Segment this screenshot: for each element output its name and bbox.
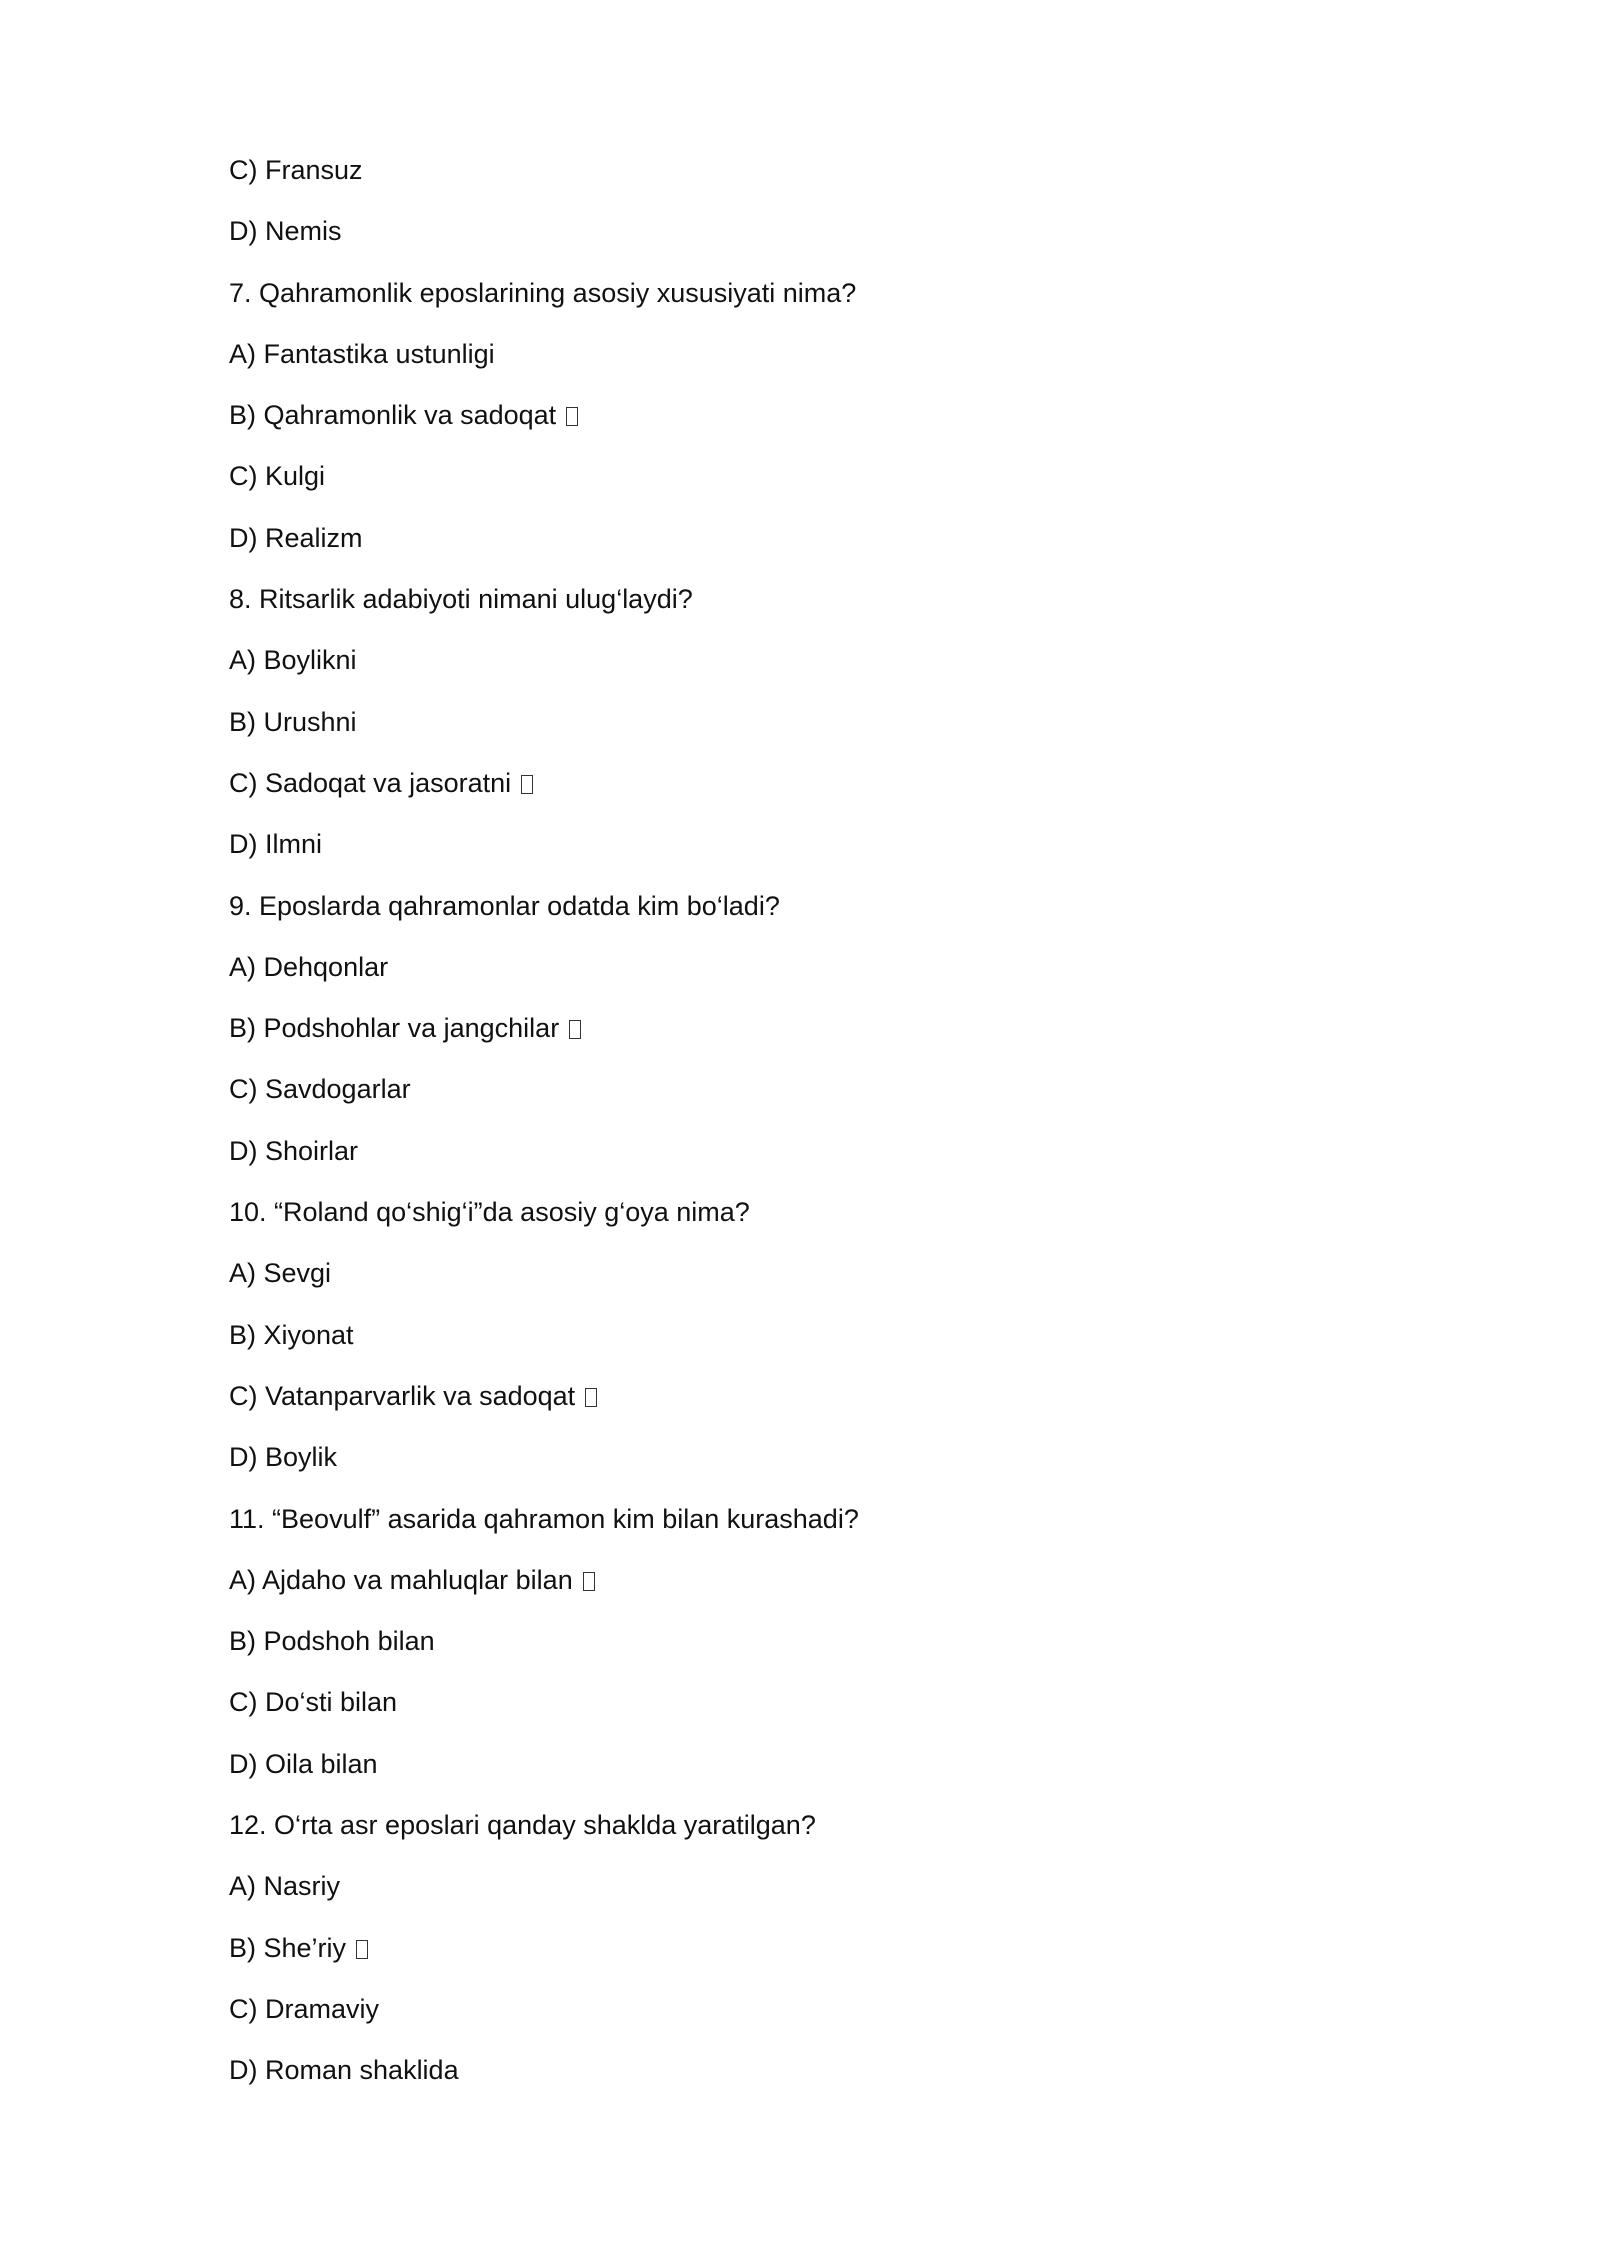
text-line — [229, 209, 1379, 270]
line-text: C) Dramaviy — [229, 1993, 380, 2024]
line-text: 7. Qahramonlik eposlarining asosiy xususiyati nima? — [229, 277, 857, 308]
missing-glyph-box-icon — [583, 1572, 595, 1591]
answer-option — [229, 1129, 1379, 1190]
answer-option — [229, 822, 1379, 883]
answer-option — [229, 332, 1379, 393]
line-text: D) Roman shaklida — [229, 2055, 459, 2086]
question-line — [229, 1803, 1379, 1864]
answer-option-correct — [229, 1926, 1379, 1987]
line-text: 9. Eposlarda qahramonlar odatda kim bo‘ladi? — [229, 890, 780, 921]
line-text: C) Do‘sti bilan — [229, 1687, 398, 1718]
line-text: D) Nemis — [229, 216, 342, 247]
answer-option-correct — [229, 1558, 1379, 1619]
line-text: A) Boylikni — [229, 645, 357, 676]
answer-option-correct — [229, 761, 1379, 822]
text-line — [229, 148, 1379, 209]
line-text: C) Sadoqat va jasoratni — [229, 767, 512, 798]
line-text: D) Oila bilan — [229, 1748, 378, 1779]
answer-option-correct — [229, 1006, 1379, 1067]
answer-option — [229, 1680, 1379, 1741]
answer-option — [229, 1435, 1379, 1496]
answer-option — [229, 1619, 1379, 1680]
answer-option — [229, 1067, 1379, 1128]
answer-option — [229, 638, 1379, 699]
answer-option — [229, 454, 1379, 515]
question-line — [229, 577, 1379, 638]
line-text: B) Podshoh bilan — [229, 1626, 435, 1657]
line-text: 10. “Roland qo‘shig‘i”da asosiy g‘oya nima? — [229, 1197, 750, 1228]
answer-option — [229, 945, 1379, 1006]
question-line — [229, 1497, 1379, 1558]
line-text: A) Dehqonlar — [229, 951, 389, 982]
answer-option — [229, 700, 1379, 761]
line-text: C) Kulgi — [229, 461, 326, 492]
line-text: 11. “Beovulf” asarida qahramon kim bilan kurashadi? — [229, 1503, 859, 1534]
missing-glyph-box-icon — [521, 775, 533, 794]
line-text: 12. O‘rta asr eposlari qanday shaklda yaratilgan? — [229, 1810, 816, 1841]
line-text: D) Shoirlar — [229, 1135, 359, 1166]
question-line — [229, 1190, 1379, 1251]
answer-option — [229, 1864, 1379, 1925]
line-text: D) Ilmni — [229, 829, 322, 860]
line-text: B) Xiyonat — [229, 1319, 354, 1350]
answer-option — [229, 1251, 1379, 1312]
missing-glyph-box-icon — [566, 407, 578, 426]
answer-option — [229, 2048, 1379, 2109]
line-text: B) Podshohlar va jangchilar — [229, 1013, 560, 1044]
line-text: A) Sevgi — [229, 1258, 332, 1289]
line-text: B) She’riy — [229, 1932, 347, 1963]
answer-option — [229, 1742, 1379, 1803]
line-text: A) Ajdaho va mahluqlar bilan — [229, 1564, 573, 1595]
line-text: 8. Ritsarlik adabiyoti nimani ulug‘laydi? — [229, 584, 693, 615]
line-text: C) Fransuz — [229, 155, 363, 185]
line-text: B) Urushni — [229, 706, 357, 737]
answer-option-correct — [229, 1374, 1379, 1435]
question-line — [229, 884, 1379, 945]
line-text: D) Realizm — [229, 522, 363, 553]
line-text: D) Boylik — [229, 1442, 338, 1473]
answer-option — [229, 1987, 1379, 2048]
answer-option — [229, 1313, 1379, 1374]
missing-glyph-box-icon — [356, 1940, 368, 1959]
line-text: A) Nasriy — [229, 1871, 341, 1902]
line-text: B) Qahramonlik va sadoqat — [229, 400, 557, 431]
line-text: C) Vatanparvarlik va sadoqat — [229, 1380, 576, 1411]
answer-option — [229, 516, 1379, 577]
line-text: A) Fantastika ustunligi — [229, 338, 495, 369]
answer-option-correct — [229, 393, 1379, 454]
question-line — [229, 271, 1379, 332]
quiz-content — [229, 148, 1379, 2110]
missing-glyph-box-icon — [585, 1388, 597, 1407]
line-text: C) Savdogarlar — [229, 1074, 411, 1105]
missing-glyph-box-icon — [569, 1020, 581, 1039]
